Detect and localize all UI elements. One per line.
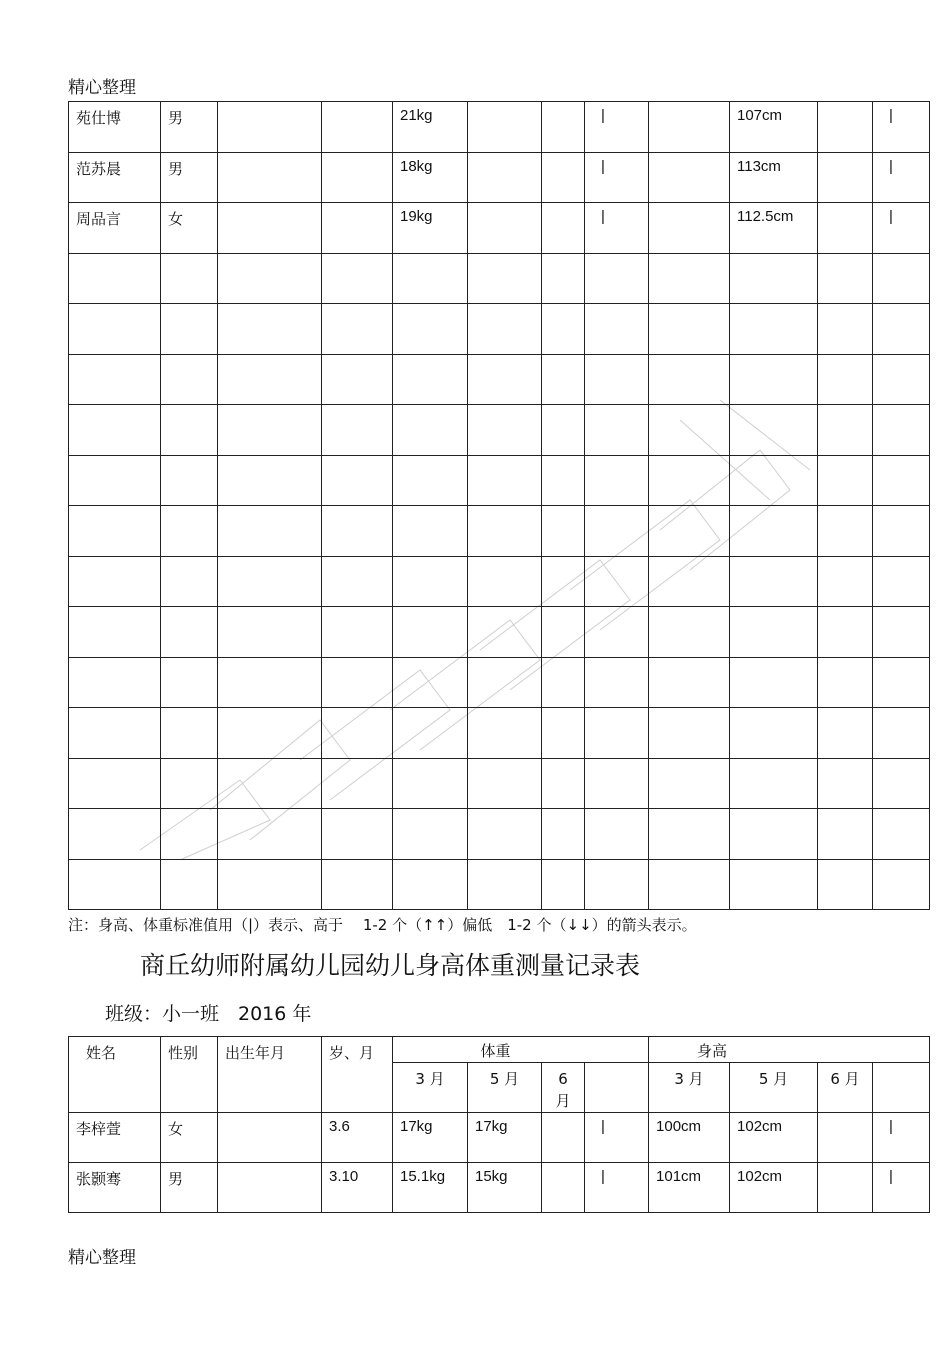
empty-cell: [873, 455, 930, 506]
empty-cell: [730, 758, 818, 809]
empty-cell: [730, 809, 818, 860]
header-height-month-6: 6 月: [818, 1063, 873, 1113]
empty-cell: [649, 859, 730, 910]
empty-cell: [218, 657, 322, 708]
cell-sex: 男: [161, 102, 218, 153]
empty-cell: [69, 405, 161, 456]
empty-cell: [818, 859, 873, 910]
empty-cell: [649, 607, 730, 658]
empty-cell: [542, 405, 585, 456]
empty-cell: [818, 607, 873, 658]
empty-cell: [873, 809, 930, 860]
header-height-mark: [873, 1063, 930, 1113]
cell-w3: 19kg: [393, 203, 468, 254]
cell-sex: 男: [161, 152, 218, 203]
empty-row: [69, 455, 930, 506]
empty-cell: [393, 657, 468, 708]
empty-cell: [393, 455, 468, 506]
header-weight-month-3: 3 月: [393, 1063, 468, 1113]
empty-cell: [585, 253, 649, 304]
empty-cell: [69, 304, 161, 355]
empty-cell: [585, 455, 649, 506]
cell-birth: [218, 203, 322, 254]
cell-h6: [818, 203, 873, 254]
empty-cell: [730, 708, 818, 759]
empty-cell: [542, 354, 585, 405]
cell-h6: [818, 102, 873, 153]
empty-cell: [585, 506, 649, 557]
empty-cell: [585, 657, 649, 708]
cell-wmark: |: [585, 203, 649, 254]
empty-cell: [542, 556, 585, 607]
cell-age: [322, 203, 393, 254]
empty-cell: [542, 657, 585, 708]
empty-cell: [542, 859, 585, 910]
empty-cell: [818, 455, 873, 506]
empty-cell: [218, 405, 322, 456]
cell-name: 苑仕博: [69, 102, 161, 153]
empty-cell: [322, 859, 393, 910]
empty-row: [69, 304, 930, 355]
cell-sex: 女: [161, 203, 218, 254]
empty-cell: [873, 354, 930, 405]
page-footer: 精心整理: [68, 1248, 136, 1268]
cell-wmark: |: [585, 102, 649, 153]
empty-cell: [393, 304, 468, 355]
empty-cell: [322, 607, 393, 658]
cell-w5: [468, 102, 542, 153]
cell-w3: 15.1kg: [393, 1163, 468, 1213]
empty-cell: [69, 253, 161, 304]
empty-cell: [218, 708, 322, 759]
empty-cell: [468, 657, 542, 708]
empty-cell: [649, 455, 730, 506]
header-weight-month-6: 6 月: [542, 1063, 585, 1113]
empty-cell: [161, 304, 218, 355]
cell-w5: 15kg: [468, 1163, 542, 1213]
empty-cell: [218, 556, 322, 607]
empty-cell: [69, 607, 161, 658]
header-weight-mark: [585, 1063, 649, 1113]
empty-row: [69, 607, 930, 658]
empty-cell: [468, 506, 542, 557]
empty-cell: [69, 455, 161, 506]
empty-cell: [468, 758, 542, 809]
empty-cell: [393, 758, 468, 809]
empty-cell: [468, 708, 542, 759]
empty-cell: [69, 809, 161, 860]
cell-w6: [542, 102, 585, 153]
empty-cell: [468, 405, 542, 456]
cell-w6: [542, 152, 585, 203]
header-height-month-3: 3 月: [649, 1063, 730, 1113]
empty-cell: [818, 657, 873, 708]
empty-cell: [69, 758, 161, 809]
cell-age: 3.6: [322, 1113, 393, 1163]
empty-cell: [218, 758, 322, 809]
empty-cell: [542, 506, 585, 557]
empty-cell: [873, 607, 930, 658]
empty-cell: [730, 405, 818, 456]
empty-cell: [218, 859, 322, 910]
cell-h3: 101cm: [649, 1163, 730, 1213]
cell-h5: 102cm: [730, 1163, 818, 1213]
empty-cell: [730, 253, 818, 304]
header-age: 岁、月: [322, 1037, 393, 1113]
header-name: 姓名: [69, 1037, 161, 1113]
empty-cell: [393, 708, 468, 759]
table-row: [69, 1163, 930, 1213]
empty-cell: [393, 809, 468, 860]
cell-hmark: |: [873, 1163, 930, 1213]
empty-cell: [585, 607, 649, 658]
empty-cell: [322, 354, 393, 405]
empty-cell: [649, 354, 730, 405]
empty-cell: [649, 657, 730, 708]
empty-cell: [161, 455, 218, 506]
empty-cell: [542, 253, 585, 304]
empty-cell: [161, 657, 218, 708]
cell-hmark: |: [873, 152, 930, 203]
empty-cell: [322, 758, 393, 809]
empty-cell: [873, 859, 930, 910]
empty-cell: [585, 556, 649, 607]
empty-cell: [468, 556, 542, 607]
empty-cell: [542, 758, 585, 809]
empty-cell: [393, 556, 468, 607]
empty-cell: [873, 506, 930, 557]
header-birth: 出生年月: [218, 1037, 322, 1113]
empty-cell: [585, 354, 649, 405]
header-weight: 体重: [393, 1037, 649, 1063]
cell-h6: [818, 152, 873, 203]
cell-birth: [218, 1113, 322, 1163]
empty-cell: [468, 304, 542, 355]
empty-cell: [322, 405, 393, 456]
cell-h5: 112.5cm: [730, 203, 818, 254]
empty-cell: [649, 556, 730, 607]
empty-cell: [873, 304, 930, 355]
cell-h6: [818, 1163, 873, 1213]
empty-cell: [818, 506, 873, 557]
header-height: 身高: [649, 1037, 930, 1063]
cell-age: 3.10: [322, 1163, 393, 1213]
cell-sex: 女: [161, 1113, 218, 1163]
empty-cell: [730, 657, 818, 708]
empty-cell: [649, 708, 730, 759]
empty-cell: [322, 708, 393, 759]
cell-name: 范苏晨: [69, 152, 161, 203]
class-year-line: 班级：小一班 2016 年: [105, 1003, 312, 1025]
empty-row: [69, 657, 930, 708]
cell-hmark: |: [873, 102, 930, 153]
empty-cell: [218, 506, 322, 557]
empty-cell: [542, 809, 585, 860]
table-row: [69, 102, 930, 153]
empty-cell: [322, 253, 393, 304]
empty-cell: [542, 455, 585, 506]
empty-cell: [468, 354, 542, 405]
page-header: 精心整理: [68, 78, 136, 98]
cell-h5: 102cm: [730, 1113, 818, 1163]
cell-hmark: |: [873, 203, 930, 254]
empty-cell: [218, 455, 322, 506]
empty-row: [69, 506, 930, 557]
empty-cell: [161, 708, 218, 759]
empty-row: [69, 405, 930, 456]
cell-w6: [542, 203, 585, 254]
empty-row: [69, 809, 930, 860]
bottom-record-table: [68, 1036, 930, 1213]
cell-w5: [468, 152, 542, 203]
empty-cell: [542, 607, 585, 658]
cell-birth: [218, 152, 322, 203]
cell-w5: 17kg: [468, 1113, 542, 1163]
empty-cell: [393, 354, 468, 405]
table-row: [69, 1113, 930, 1163]
cell-w6: [542, 1163, 585, 1213]
empty-cell: [161, 758, 218, 809]
empty-cell: [818, 354, 873, 405]
page-title: 商丘幼师附属幼儿园幼儿身高体重测量记录表: [140, 951, 641, 980]
cell-wmark: |: [585, 1113, 649, 1163]
empty-cell: [649, 506, 730, 557]
cell-birth: [218, 1163, 322, 1213]
empty-cell: [218, 354, 322, 405]
empty-cell: [649, 405, 730, 456]
empty-cell: [468, 809, 542, 860]
empty-cell: [161, 859, 218, 910]
empty-cell: [542, 304, 585, 355]
empty-cell: [585, 758, 649, 809]
cell-w3: 18kg: [393, 152, 468, 203]
table-row: [69, 203, 930, 254]
empty-cell: [161, 354, 218, 405]
empty-cell: [161, 405, 218, 456]
empty-cell: [818, 708, 873, 759]
empty-cell: [322, 304, 393, 355]
cell-h5: 107cm: [730, 102, 818, 153]
empty-cell: [69, 657, 161, 708]
cell-name: 张颢骞: [69, 1163, 161, 1213]
cell-wmark: |: [585, 1163, 649, 1213]
empty-row: [69, 354, 930, 405]
header-sex: 性别: [161, 1037, 218, 1113]
empty-row: [69, 556, 930, 607]
cell-w3: 21kg: [393, 102, 468, 153]
cell-age: [322, 152, 393, 203]
empty-cell: [585, 708, 649, 759]
empty-cell: [585, 405, 649, 456]
cell-hmark: |: [873, 1113, 930, 1163]
empty-cell: [322, 809, 393, 860]
empty-cell: [818, 304, 873, 355]
cell-w5: [468, 203, 542, 254]
empty-cell: [730, 556, 818, 607]
empty-cell: [161, 607, 218, 658]
cell-h5: 113cm: [730, 152, 818, 203]
cell-name: 李梓萱: [69, 1113, 161, 1163]
empty-cell: [730, 859, 818, 910]
empty-cell: [161, 556, 218, 607]
cell-h3: [649, 152, 730, 203]
empty-cell: [468, 607, 542, 658]
empty-cell: [585, 304, 649, 355]
empty-cell: [873, 253, 930, 304]
empty-cell: [730, 506, 818, 557]
empty-cell: [585, 809, 649, 860]
cell-w6: [542, 1113, 585, 1163]
empty-cell: [218, 253, 322, 304]
empty-cell: [873, 556, 930, 607]
empty-cell: [161, 506, 218, 557]
cell-h3: [649, 203, 730, 254]
empty-cell: [649, 304, 730, 355]
empty-cell: [818, 809, 873, 860]
cell-age: [322, 102, 393, 153]
empty-cell: [218, 809, 322, 860]
empty-cell: [322, 455, 393, 506]
cell-wmark: |: [585, 152, 649, 203]
empty-row: [69, 708, 930, 759]
cell-h3: 100cm: [649, 1113, 730, 1163]
cell-h6: [818, 1113, 873, 1163]
empty-cell: [468, 455, 542, 506]
empty-cell: [873, 758, 930, 809]
empty-cell: [873, 405, 930, 456]
empty-cell: [649, 758, 730, 809]
empty-cell: [393, 859, 468, 910]
empty-row: [69, 253, 930, 304]
empty-cell: [873, 708, 930, 759]
empty-cell: [818, 556, 873, 607]
empty-row: [69, 758, 930, 809]
empty-cell: [730, 455, 818, 506]
empty-cell: [322, 657, 393, 708]
empty-cell: [542, 708, 585, 759]
empty-cell: [322, 556, 393, 607]
empty-cell: [393, 607, 468, 658]
empty-cell: [69, 556, 161, 607]
cell-h3: [649, 102, 730, 153]
empty-cell: [69, 354, 161, 405]
empty-cell: [873, 657, 930, 708]
empty-cell: [393, 506, 468, 557]
empty-cell: [649, 253, 730, 304]
header-height-month-5: 5 月: [730, 1063, 818, 1113]
legend-note: 注：身高、体重标准值用（|）表示、高于 1-2 个（↑↑）偏低 1-2 个（↓↓）的箭头表示。: [68, 916, 697, 934]
empty-cell: [322, 506, 393, 557]
empty-cell: [69, 859, 161, 910]
empty-cell: [218, 607, 322, 658]
empty-cell: [161, 253, 218, 304]
empty-cell: [730, 304, 818, 355]
empty-cell: [218, 304, 322, 355]
top-record-table: [68, 101, 930, 910]
cell-w3: 17kg: [393, 1113, 468, 1163]
empty-row: [69, 859, 930, 910]
empty-cell: [69, 708, 161, 759]
empty-cell: [585, 859, 649, 910]
empty-cell: [730, 607, 818, 658]
empty-cell: [730, 354, 818, 405]
cell-name: 周品言: [69, 203, 161, 254]
empty-cell: [393, 405, 468, 456]
cell-sex: 男: [161, 1163, 218, 1213]
empty-cell: [468, 859, 542, 910]
empty-cell: [818, 405, 873, 456]
table-row: [69, 152, 930, 203]
empty-cell: [818, 758, 873, 809]
empty-cell: [818, 253, 873, 304]
header-weight-month-5: 5 月: [468, 1063, 542, 1113]
empty-cell: [393, 253, 468, 304]
empty-cell: [69, 506, 161, 557]
empty-cell: [649, 809, 730, 860]
empty-cell: [161, 809, 218, 860]
cell-birth: [218, 102, 322, 153]
empty-cell: [468, 253, 542, 304]
